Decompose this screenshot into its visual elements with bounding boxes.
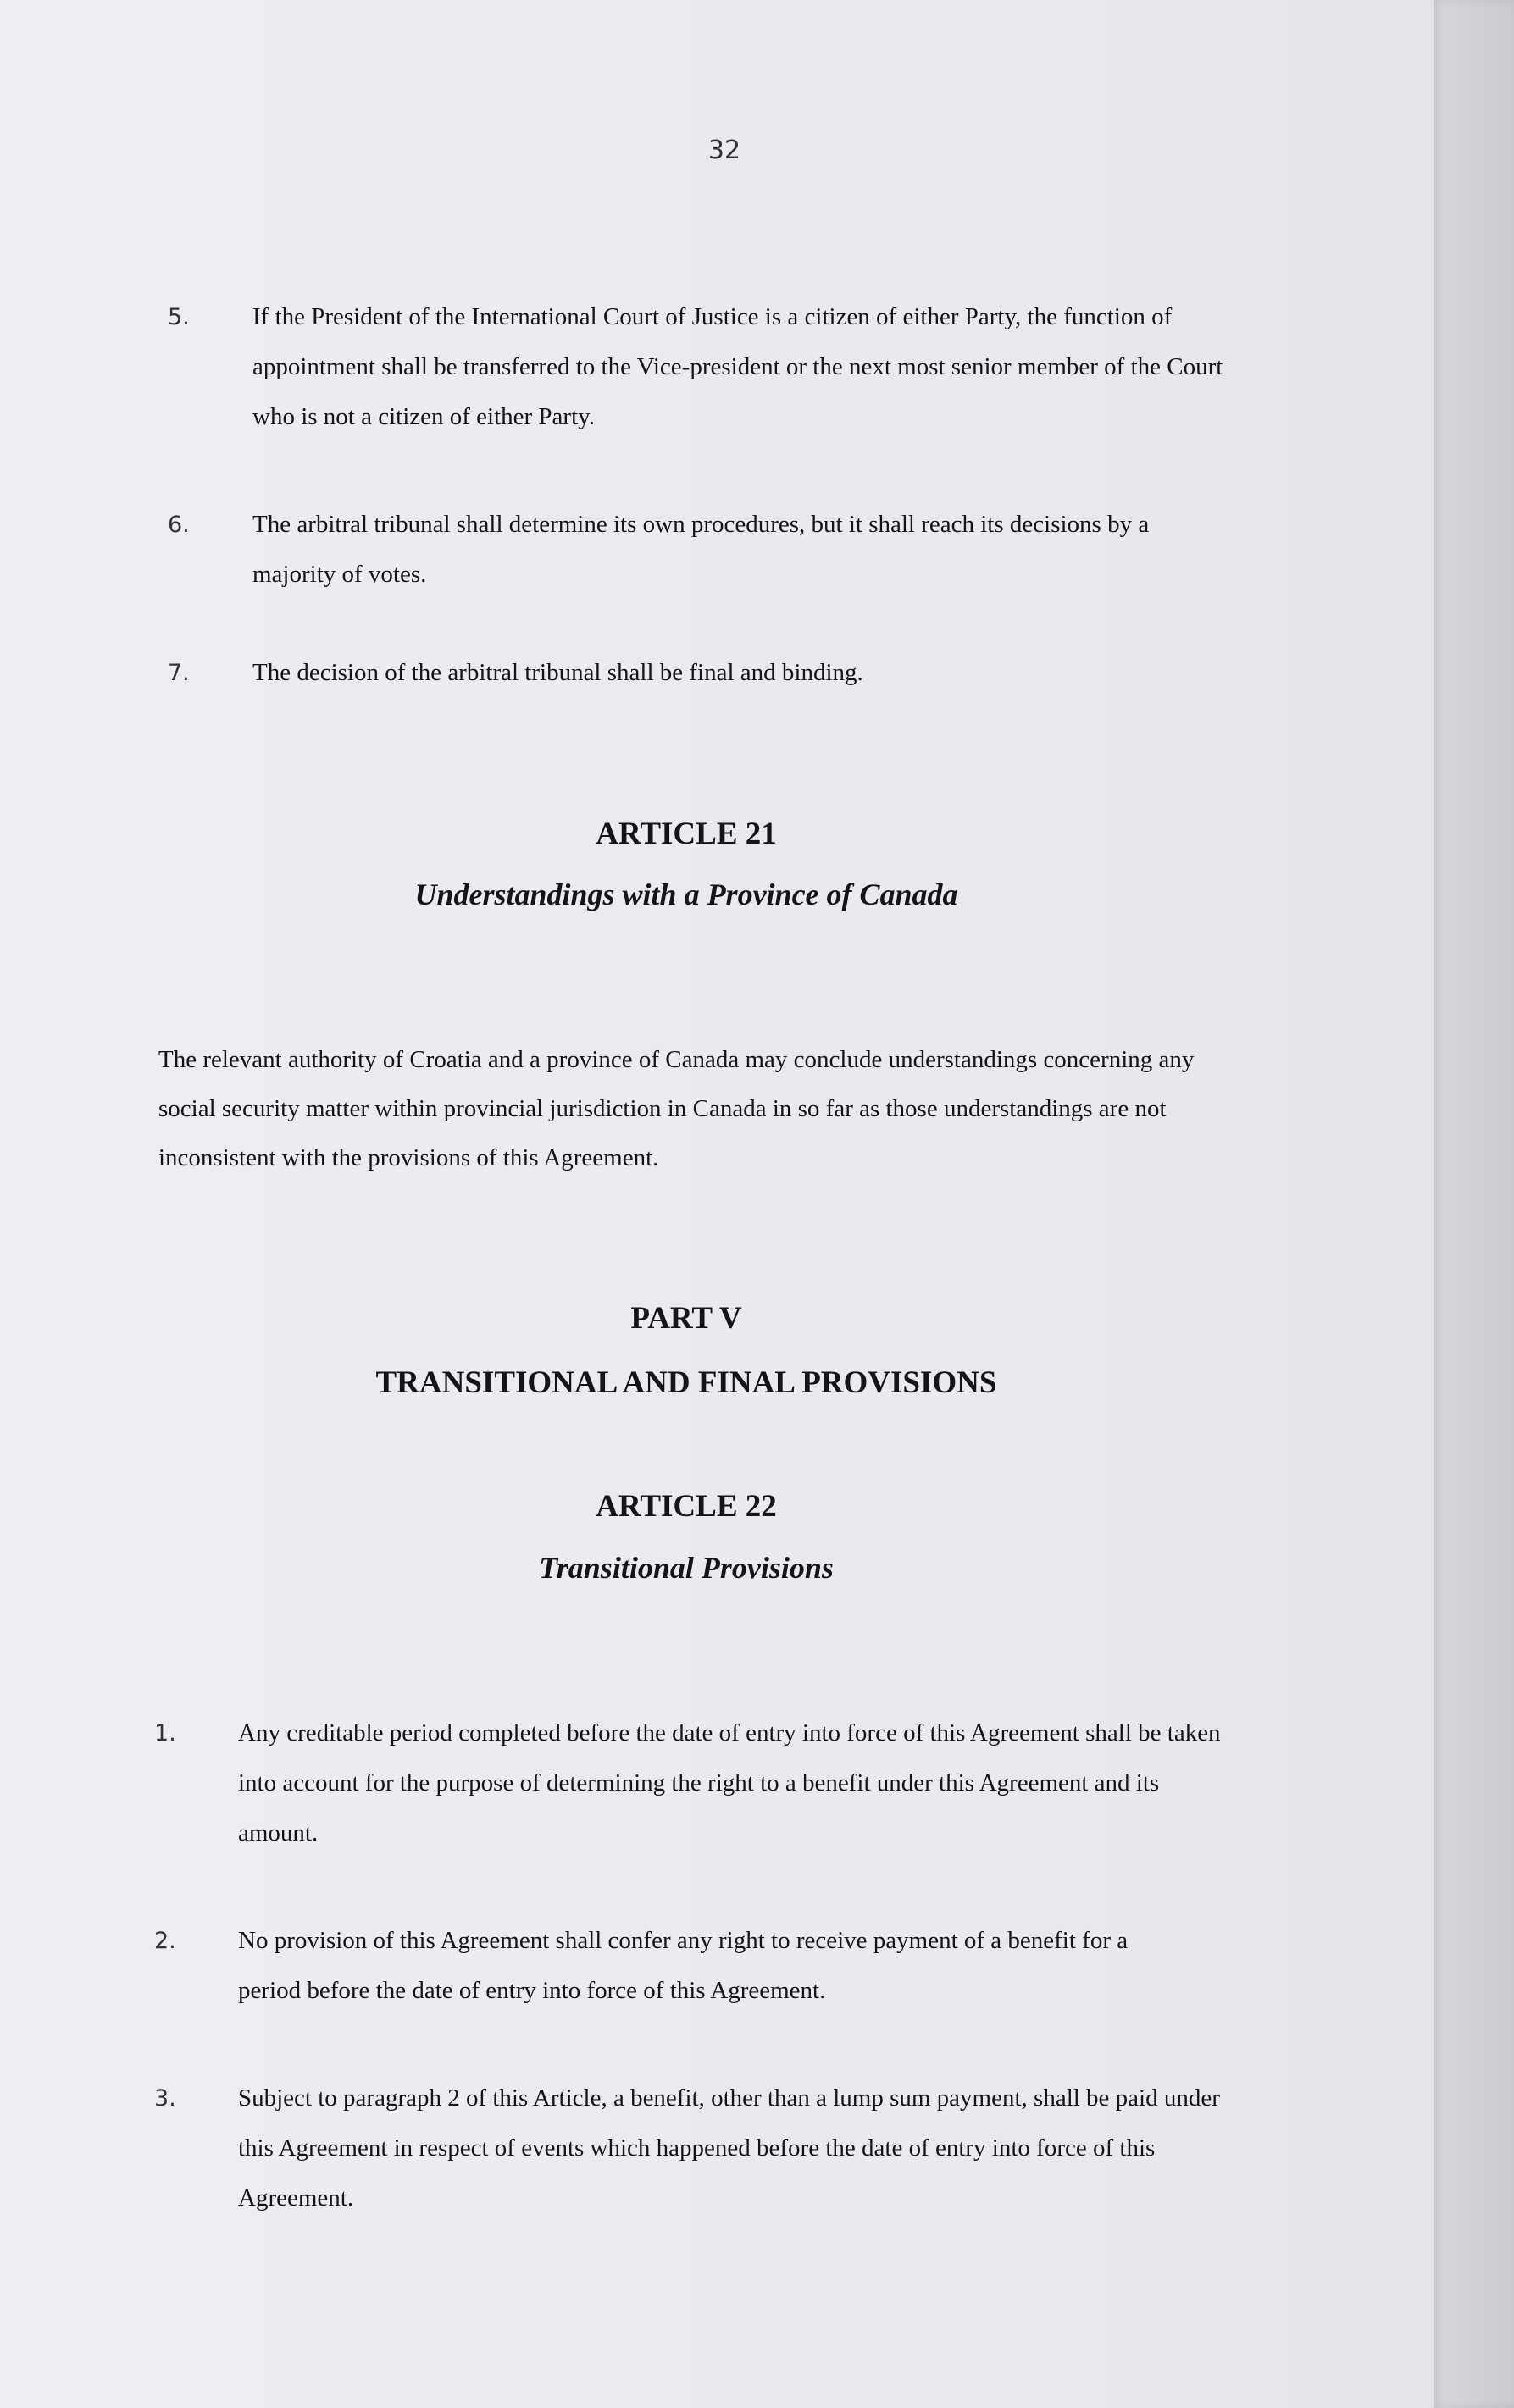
list-item-5 (168, 292, 1235, 445)
item-number: 6. (168, 512, 190, 538)
article-22-subheading: Transitional Provisions (539, 1551, 834, 1585)
article-21-heading: ARTICLE 21 (596, 817, 777, 851)
item-number: 7. (168, 660, 190, 686)
part-5-heading: PART V (630, 1301, 742, 1336)
part-5-subheading: TRANSITIONAL AND FINAL PROVISIONS (375, 1365, 997, 1400)
article-21-paragraph: The relevant authority of Croatia and a province of Canada may conclude understandings concerning any social security matter within provincial jurisdiction in Canada in so far as those understandings are not inconsistent with the provisions of this Agreement. (158, 1046, 1195, 1171)
list-item-7 (168, 648, 1235, 699)
transitional-item-2 (154, 1916, 1226, 2018)
item-text: The decision of the arbitral tribunal shall be final and binding. (252, 659, 863, 686)
transitional-item-3 (154, 2073, 1226, 2226)
item-number: 3. (154, 2085, 176, 2112)
item-text: The arbitral tribunal shall determine its own procedures, but it shall reach its decisions by a majority of votes. (252, 511, 1150, 588)
item-number: 2. (154, 1928, 176, 1954)
item-text: Subject to paragraph 2 of this Article, a benefit, other than a lump sum payment, shall be paid under this Agreement in respect of events which happened before the date of entry into force of this Agreement. (238, 2084, 1220, 2211)
list-item-6 (168, 500, 1235, 601)
item-text: No provision of this Agreement shall confer any right to receive payment of a benefit for a period before the date of entry into force of this Agreement. (238, 1927, 1129, 2004)
transitional-item-1 (154, 1708, 1226, 1861)
item-text: If the President of the International Court of Justice is a citizen of either Party, the function of appointment shall be transferred to the Vice-president or the next most senior member of the Court who is not a citizen of either Party. (252, 303, 1223, 430)
item-number: 1. (154, 1720, 176, 1746)
item-text: Any creditable period completed before the date of entry into force of this Agreement shall be taken into account for the purpose of determining the right to a benefit under this Agreement and its amount. (238, 1719, 1221, 1846)
page-number: 32 (707, 136, 741, 165)
item-number: 5. (168, 304, 190, 330)
article-21-subheading: Understandings with a Province of Canada (414, 877, 958, 911)
article-22-heading: ARTICLE 22 (596, 1489, 777, 1524)
page-edge-shadow (1434, 0, 1514, 2408)
